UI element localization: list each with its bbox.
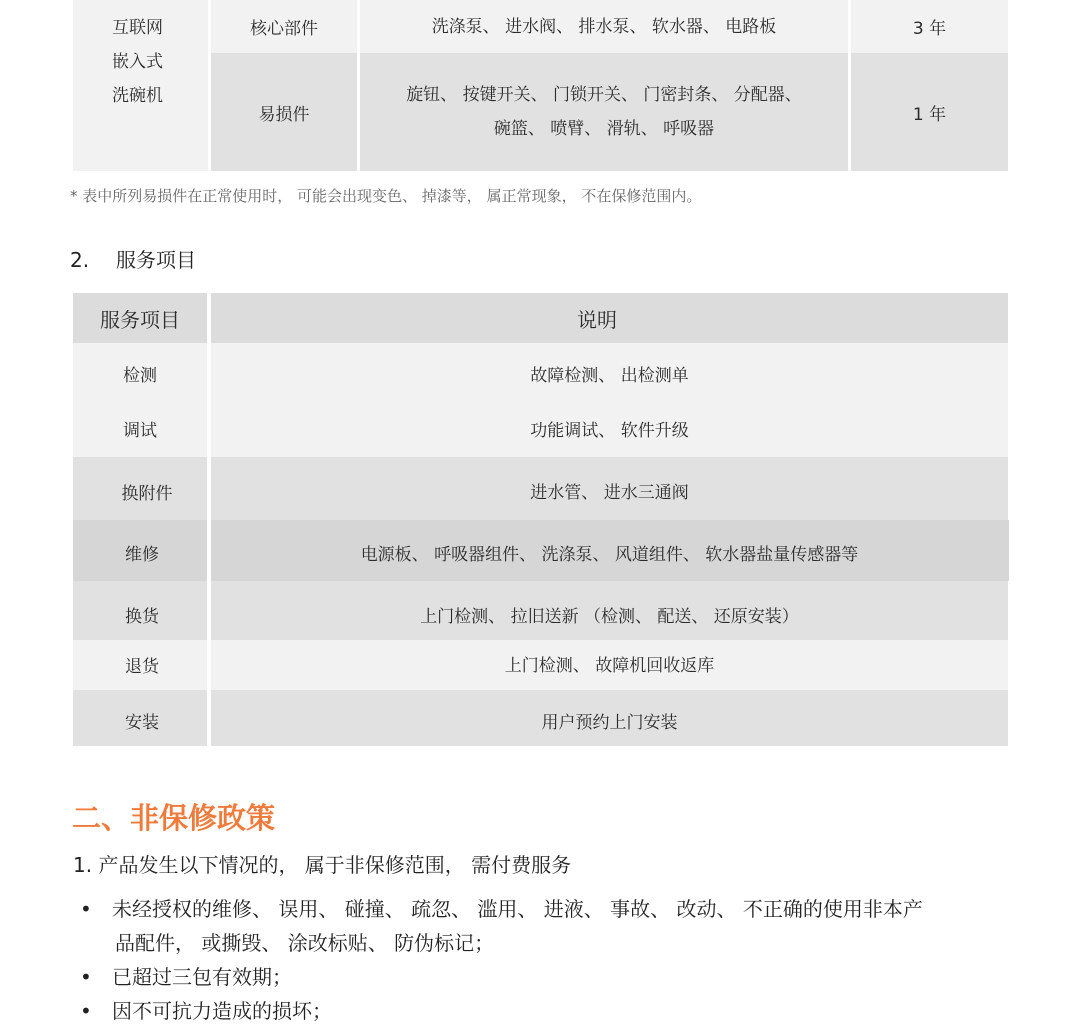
bullet-text xyxy=(112,960,292,994)
table2-item: 安装 xyxy=(125,712,159,733)
bullet-text xyxy=(112,892,923,960)
bullet-dot: • xyxy=(80,897,92,921)
table1-parts-wear xyxy=(360,53,848,171)
table2-header-item: 服务项目 xyxy=(100,307,180,332)
section-heading xyxy=(70,244,196,273)
table2-desc: 上门检测、 故障机回收返库 xyxy=(504,655,715,676)
table1-category-wear: 易损件 xyxy=(258,104,310,125)
bullet-dot: • xyxy=(80,965,92,989)
table1-period-core: 3 年 xyxy=(912,19,947,39)
product-name xyxy=(112,11,163,113)
bullet-dot: • xyxy=(80,999,92,1023)
table-footnote: * 表中所列易损件在正常使用时， 可能会出现变色、 掉漆等， 属正常现象， 不在保修范围内。 xyxy=(70,187,702,205)
table2-desc: 功能调试、 软件升级 xyxy=(530,421,689,441)
table2-item: 换附件 xyxy=(121,484,173,504)
table2-desc: 上门检测、 拉旧送新 （检测、 配送、 还原安装） xyxy=(420,606,799,627)
section-title: 服务项目 xyxy=(116,248,196,272)
table1-category-core: 核心部件 xyxy=(250,19,318,39)
policy-title: 二、非保修政策 xyxy=(72,801,276,835)
table2-desc: 进水管、 进水三通阀 xyxy=(530,482,689,503)
bullet-line: 已超过三包有效期； xyxy=(112,965,292,989)
product-name-line: 互联网 xyxy=(112,18,163,38)
bullet-line: 因不可抗力造成的损坏； xyxy=(112,999,332,1023)
table2-item: 退货 xyxy=(125,656,159,677)
table2-desc: 用户预约上门安装 xyxy=(541,712,678,733)
parts-line: 碗篮、 喷臂、 滑轨、 呼吸器 xyxy=(493,119,715,139)
product-name-line: 洗碗机 xyxy=(112,86,163,106)
table2-item: 换货 xyxy=(125,606,159,627)
table1-period-wear: 1 年 xyxy=(912,104,947,125)
table2-item: 检测 xyxy=(123,365,157,386)
table1-parts-core: 洗涤泵、 进水阀、 排水泵、 软水器、 电路板 xyxy=(431,16,777,37)
table2-header-desc-text: 说明 xyxy=(577,307,617,332)
bullet-line: 未经授权的维修、 误用、 碰撞、 疏忽、 滥用、 进液、 事故、 改动、 不正确的使用非本产 xyxy=(112,897,923,921)
section-number: 2. xyxy=(70,248,90,272)
parts-line: 旋钮、 按键开关、 门锁开关、 门密封条、 分配器、 xyxy=(406,85,802,105)
table2-header-desc xyxy=(211,293,1008,343)
table2-desc: 故障检测、 出检测单 xyxy=(530,365,689,386)
product-name-line: 嵌入式 xyxy=(112,52,163,72)
bullet-line: 品配件， 或撕毁、 涂改标贴、 防伪标记； xyxy=(115,931,495,955)
policy-subtitle: 1. 产品发生以下情况的， 属于非保修范围， 需付费服务 xyxy=(73,853,572,877)
table2-desc: 电源板、 呼吸器组件、 洗涤泵、 风道组件、 软水器盐量传感器等 xyxy=(360,544,859,565)
table2-item: 维修 xyxy=(125,544,159,565)
table2-item: 调试 xyxy=(123,421,157,441)
